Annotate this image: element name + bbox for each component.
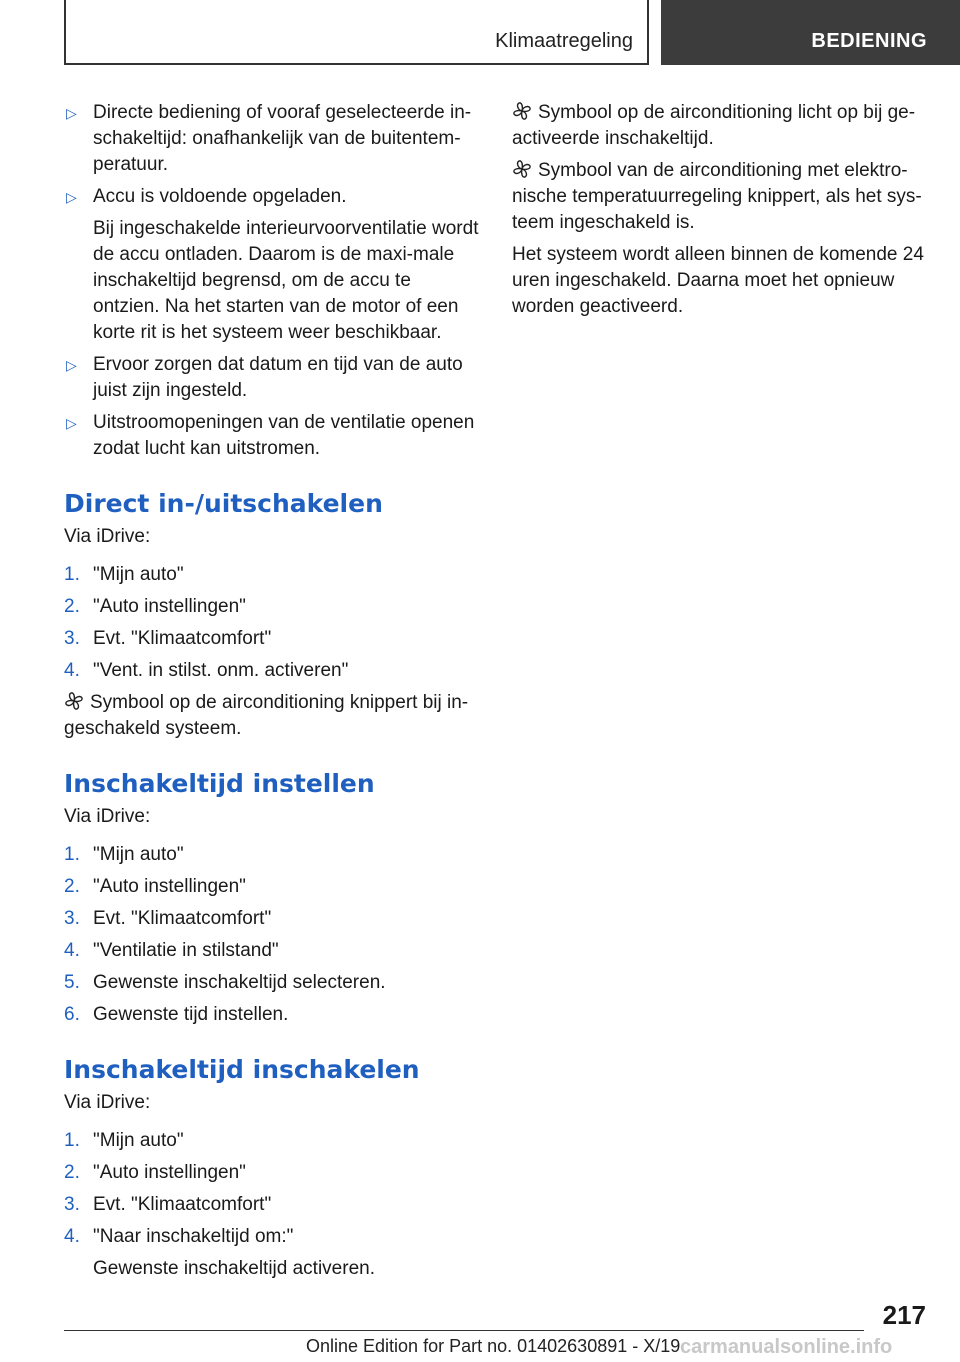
step-list — [64, 1128, 482, 1282]
step-number: 4. — [64, 1226, 80, 1247]
step-text: "Mijn auto" — [93, 564, 184, 585]
list-item — [64, 1002, 482, 1028]
list-item — [64, 970, 482, 996]
list-item — [64, 626, 482, 652]
symbol-note-text: Symbool van de airconditioning met elektro-nische temperatuurregeling knippert, als het sys-teem ingeschakeld is. — [512, 160, 922, 233]
bullet-text: Accu is voldoende opgeladen. — [93, 186, 347, 207]
step-number: 1. — [64, 844, 80, 865]
step-list — [64, 562, 482, 684]
step-number: 4. — [64, 940, 80, 961]
fan-icon — [512, 101, 532, 121]
list-item — [64, 938, 482, 964]
section-title: Klimaatregeling — [495, 30, 633, 52]
step-text: "Vent. in stilst. onm. activeren" — [93, 660, 349, 681]
step-text: "Naar inschakeltijd om:" — [93, 1226, 294, 1247]
triangle-right-icon: ▷ — [66, 357, 77, 373]
step-text: "Mijn auto" — [93, 1130, 184, 1151]
step-text: Evt. "Klimaatcomfort" — [93, 1194, 272, 1215]
bullet-text: Directe bediening of vooraf geselecteerde in-schakeltijd: onafhankelijk van de buitentem-peratuur. — [93, 102, 472, 175]
symbol-note-text: Symbool op de airconditioning knippert bij in-geschakeld systeem. — [64, 692, 469, 739]
via-idrive: Via iDrive: — [64, 1092, 151, 1113]
bullet-text: Bij ingeschakelde interieurvoorventilatie wordt de accu ontladen. Daarom is de maxi-male inschakeltijd begrensd, om de accu te ontzien. Na het starten van de motor of een korte rit is het systeem weer beschikbaar. — [93, 218, 479, 343]
step-number: 2. — [64, 596, 80, 617]
left-column — [64, 100, 482, 1288]
step-subtext: Gewenste inschakeltijd activeren. — [93, 1258, 375, 1279]
list-item — [64, 562, 482, 588]
bullet-item — [64, 352, 482, 404]
bullet-text: Ervoor zorgen dat datum en tijd van de auto juist zijn ingesteld. — [93, 354, 463, 401]
list-item — [64, 1224, 482, 1282]
section-heading: Inschakeltijd inschakelen — [64, 1055, 420, 1084]
list-item — [64, 906, 482, 932]
watermark: carmanualsonline.info — [680, 1336, 893, 1358]
via-idrive: Via iDrive: — [64, 526, 151, 547]
header-box — [64, 0, 649, 65]
symbol-note — [512, 158, 932, 236]
step-number: 3. — [64, 908, 80, 929]
list-item — [64, 594, 482, 620]
body-paragraph: Het systeem wordt alleen binnen de komende 24 uren ingeschakeld. Daarna moet het opnieuw worden geactiveerd. — [512, 244, 924, 317]
step-number: 3. — [64, 628, 80, 649]
list-item — [64, 658, 482, 684]
step-number: 4. — [64, 660, 80, 681]
footer-edition: Online Edition for Part no. 01402630891 - X/19 — [306, 1336, 681, 1356]
step-number: 2. — [64, 876, 80, 897]
step-number: 5. — [64, 972, 80, 993]
section-heading: Direct in-/uitschakelen — [64, 489, 383, 518]
step-text: Gewenste tijd instellen. — [93, 1004, 289, 1025]
symbol-note — [64, 690, 482, 742]
bullet-item — [64, 410, 482, 462]
list-item — [64, 874, 482, 900]
step-text: "Auto instellingen" — [93, 1162, 246, 1183]
list-item — [64, 1128, 482, 1154]
step-number: 3. — [64, 1194, 80, 1215]
symbol-note — [512, 100, 932, 152]
step-text: Evt. "Klimaatcomfort" — [93, 628, 272, 649]
list-item — [64, 1160, 482, 1186]
fan-icon — [64, 691, 84, 711]
step-number: 1. — [64, 1130, 80, 1151]
bullet-item — [64, 184, 482, 346]
step-number: 2. — [64, 1162, 80, 1183]
step-number: 1. — [64, 564, 80, 585]
bullet-text: Uitstroomopeningen van de ventilatie openen zodat lucht kan uitstromen. — [93, 412, 475, 459]
right-column — [512, 100, 932, 326]
via-idrive: Via iDrive: — [64, 806, 151, 827]
chapter-tab — [661, 0, 960, 65]
step-text: "Auto instellingen" — [93, 596, 246, 617]
step-text: "Auto instellingen" — [93, 876, 246, 897]
page-number: 217 — [882, 1300, 926, 1330]
bullet-item — [64, 100, 482, 178]
step-text: Evt. "Klimaatcomfort" — [93, 908, 272, 929]
step-text: "Ventilatie in stilstand" — [93, 940, 279, 961]
step-text: "Mijn auto" — [93, 844, 184, 865]
triangle-right-icon: ▷ — [66, 105, 77, 121]
section-heading: Inschakeltijd instellen — [64, 769, 375, 798]
step-list — [64, 842, 482, 1028]
list-item — [64, 842, 482, 868]
symbol-note-text: Symbool op de airconditioning licht op bij ge-activeerde inschakeltijd. — [512, 102, 916, 149]
footer-divider — [64, 1330, 864, 1331]
list-item — [64, 1192, 482, 1218]
fan-icon — [512, 159, 532, 179]
step-text: Gewenste inschakeltijd selecteren. — [93, 972, 386, 993]
triangle-right-icon: ▷ — [66, 415, 77, 431]
chapter-tab-label: BEDIENING — [811, 30, 927, 52]
step-number: 6. — [64, 1004, 80, 1025]
triangle-right-icon: ▷ — [66, 189, 77, 205]
